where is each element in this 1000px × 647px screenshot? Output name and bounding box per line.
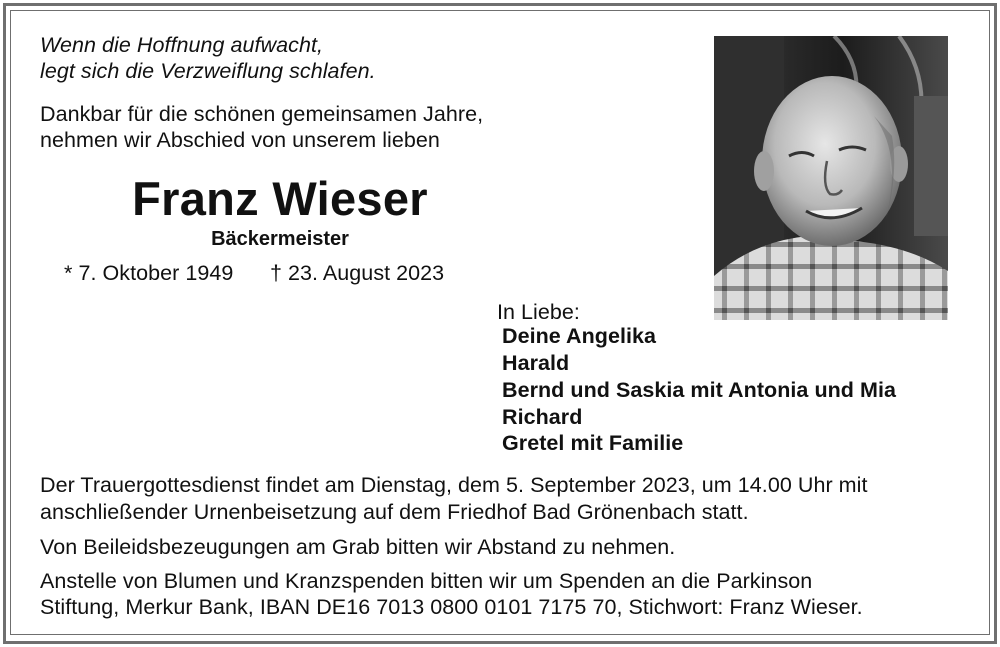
birth-date: * 7. Oktober 1949 [64,261,234,285]
mourners-heading: In Liebe: [497,300,580,324]
mourner-item: Bernd und Saskia mit Antonia und Mia [502,378,897,402]
quote-line-1: Wenn die Hoffnung aufwacht, [40,33,324,57]
condolence-note: Von Beileidsbezeugungen am Grab bitten wir Abstand zu nehmen. [40,535,676,559]
intro-line-1: Dankbar für die schönen gemeinsamen Jahre, [40,102,484,126]
donation-line-1: Anstelle von Blumen und Kranzspenden bitten wir um Spenden an die Parkinson [40,569,813,593]
donation-line-2: Stiftung, Merkur Bank, IBAN DE16 7013 0800 0101 7175 70, Stichwort: Franz Wieser. [40,595,863,619]
service-line-1: Der Trauergottesdienst findet am Dienstag, dem 5. September 2023, um 14.00 Uhr mit [40,473,868,497]
mourner-item: Richard [502,405,583,429]
mourner-item: Harald [502,351,570,375]
mourner-item: Deine Angelika [502,324,657,348]
mourner-item: Gretel mit Familie [502,431,684,455]
deceased-profession: Bäckermeister [211,228,349,250]
service-line-2: anschließender Urnenbeisetzung auf dem Friedhof Bad Grönenbach statt. [40,500,749,524]
intro-line-2: nehmen wir Abschied von unserem lieben [40,128,440,152]
quote-line-2: legt sich die Verzweiflung schlafen. [40,59,376,83]
deceased-name: Franz Wieser [132,172,428,225]
portrait-photo [714,36,948,320]
death-date: † 23. August 2023 [270,261,445,285]
